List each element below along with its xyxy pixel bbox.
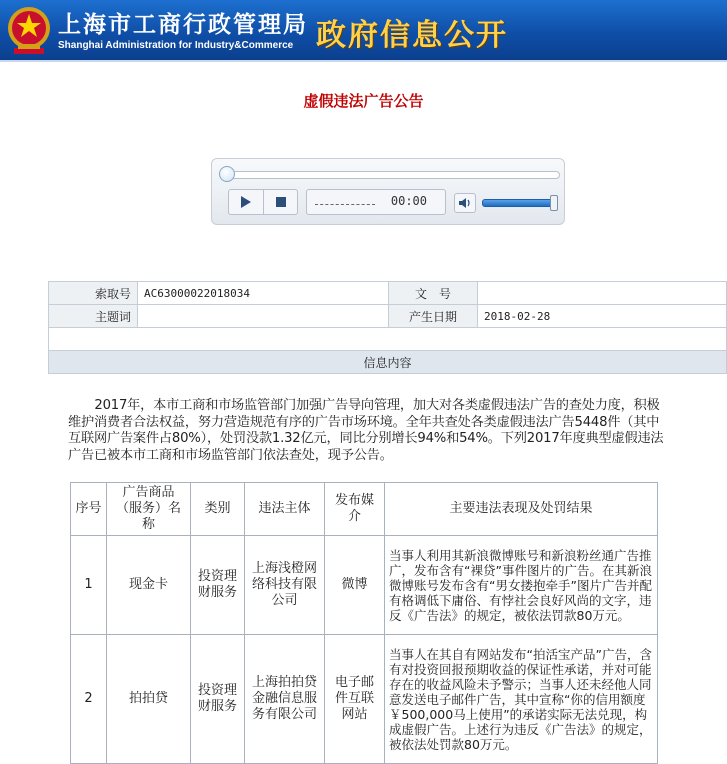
org-name-en: Shanghai Administration for Industry&Commerce [58,40,294,51]
volume-handle[interactable] [550,195,558,211]
seek-handle[interactable] [219,166,235,182]
table-row [71,536,658,635]
cell-entity: 上海拍拍贷金融信息服务有限公司 [245,635,325,764]
site-banner [0,0,727,62]
intro-paragraph: 2017年，本市工商和市场监管部门加强广告导向管理，加大对各类虚假违法广告的查处力度，积极维护消费者合法权益，努力营造规范有序的广告市场环境。全年共查处各类虚假违法广告5448件（其中互联网广告案件占80%），处罚没款1.32亿元，同比分别增长94%和54%。下列2017年度典型虚假违法广告已被本市工商和市场监管部门依法查处，现予公告。 [68,398,664,463]
seek-bar[interactable] [226,171,560,179]
playback-controls [228,189,298,215]
col-header-category: 类别 [191,483,245,536]
col-header-product: 广告商品（服务）名称 [107,483,191,536]
org-name-cn: 上海市工商行政管理局 [58,11,308,38]
date-value: 2018-02-28 [478,305,727,328]
volume-button[interactable] [454,193,476,213]
progress-dash [315,204,375,205]
doc-no-value [478,282,727,305]
national-emblem-icon [4,4,54,56]
play-icon [241,196,251,208]
speaker-icon [458,197,472,209]
cell-category: 投资理财服务 [191,536,245,635]
index-value: AC63000022018034 [138,282,389,305]
stop-icon [276,197,286,207]
cell-result: 当事人在其自有网站发布“拍活宝产品”广告，含有对投资回报预期收益的保证性承诺，并对可能存在的收益风险未予警示；当事人还未经他人同意发送电子邮件广告，其中宣称“你的信用额度￥500,000马上使用”的承诺实际无法兑现，构成虚假广告。上述行为违反《广告法》的规定，被依法处罚款80万元。 [385,635,658,764]
subject-value [138,305,389,328]
volume-slider[interactable] [482,199,554,207]
col-header-entity: 违法主体 [245,483,325,536]
cell-product: 拍拍贷 [107,635,191,764]
table-header-row [71,483,658,536]
cell-no: 2 [71,635,107,764]
col-header-media: 发布媒介 [325,483,385,536]
cell-no: 1 [71,536,107,635]
date-label: 产生日期 [389,305,478,328]
time-readout: 00:00 [390,194,427,208]
cell-entity: 上海浅橙网络科技有限公司 [245,536,325,635]
doc-no-label: 文 号 [389,282,478,305]
announcement-body [68,398,664,464]
time-display [306,189,446,215]
col-header-result: 主要违法表现及处罚结果 [385,483,658,536]
cell-result: 当事人利用其新浪微博账号和新浪粉丝通广告推广，发布含有“裸贷”事件图片的广告。在其新浪微博账号发布含有“男女搂抱牵手”图片广告并配有格调低下庸俗、有悖社会良好风尚的文字，违反《广告法》的规定，被依法罚款80万元。 [385,536,658,635]
play-button[interactable] [229,190,263,214]
audio-player [211,158,565,225]
page-title: 虚假违法广告公告 [303,92,424,110]
cell-media: 电子邮件互联网站 [325,635,385,764]
cell-product: 现金卡 [107,536,191,635]
table-row [71,635,658,764]
col-header-no: 序号 [71,483,107,536]
subject-label: 主题词 [49,305,138,328]
metadata-table [48,281,727,374]
info-section-header: 信息内容 [49,351,727,374]
violations-table [70,482,658,764]
cell-media: 微博 [325,536,385,635]
index-label: 索取号 [49,282,138,305]
cell-category: 投资理财服务 [191,635,245,764]
portal-title: 政府信息公开 [316,18,508,53]
stop-button[interactable] [264,190,297,214]
